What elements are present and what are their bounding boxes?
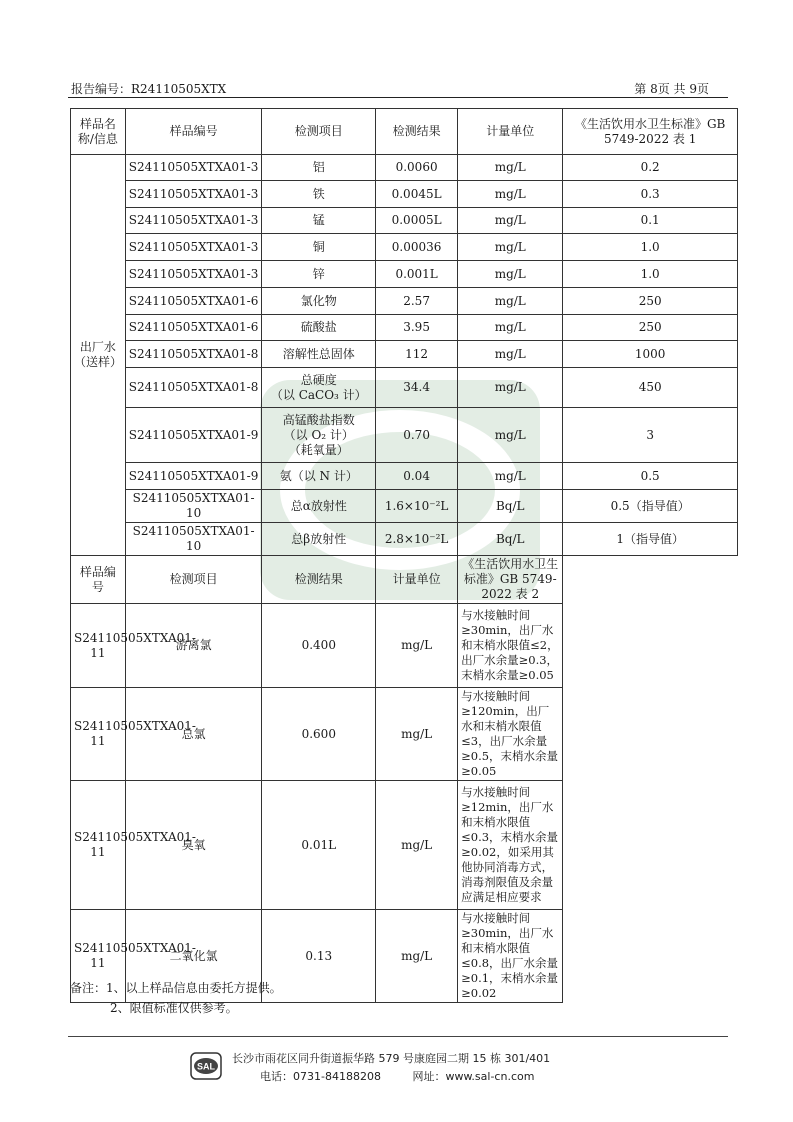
result-cell: 2.57 (376, 288, 458, 315)
table-row (71, 688, 738, 781)
header-standard: 《生活饮用水卫生标准》GB 5749-2022 表 1 (563, 109, 738, 155)
sample-id-cell: S24110505XTXA01-6 (125, 288, 262, 315)
header-divider (68, 97, 728, 98)
test-item-cell: 锰 (262, 208, 376, 234)
sample-id-cell: S24110505XTXA01-3 (125, 155, 262, 181)
result-cell: 0.01L (262, 781, 376, 910)
limit-cell: 250 (563, 315, 738, 341)
test-item-cell (262, 368, 376, 408)
test-item-line: （耗氧量） (288, 442, 349, 457)
test-item-cell: 铁 (262, 181, 376, 208)
result-cell: 0.400 (262, 604, 376, 688)
result-cell: 0.001L (376, 261, 458, 288)
footer-website: 网址：www.sal-cn.com (412, 1070, 535, 1083)
sal-logo-icon (190, 1052, 222, 1080)
sample-id-cell: S24110505XTXA01-9 (125, 408, 262, 463)
result-cell: 0.70 (376, 408, 458, 463)
result-cell: 0.0060 (376, 155, 458, 181)
limit-cell: 与水接触时间≥120min，出厂水和末梢水限值≤3，出厂水余量≥0.5，末梢水余量≥0.05 (458, 688, 563, 781)
unit-cell: mg/L (458, 181, 563, 208)
test-item-cell: 溶解性总固体 (262, 341, 376, 368)
unit-cell: mg/L (458, 341, 563, 368)
table-row (71, 261, 738, 288)
unit-cell: Bq/L (458, 490, 563, 523)
test-item-cell: 氯化物 (262, 288, 376, 315)
unit-cell: mg/L (458, 208, 563, 234)
test-item-cell: 硫酸盐 (262, 315, 376, 341)
test-item-line: 总硬度 (300, 372, 337, 387)
table-row (71, 341, 738, 368)
test-item-cell: 总氯 (125, 688, 262, 781)
test-item-cell: 总α放射性 (262, 490, 376, 523)
result-cell: 2.8×10⁻²L (376, 523, 458, 556)
table-row (71, 463, 738, 490)
unit-cell: mg/L (458, 368, 563, 408)
test-item-cell: 锌 (262, 261, 376, 288)
test-item-cell: 铜 (262, 234, 376, 261)
limit-cell: 与水接触时间≥30min，出厂水和末梢水限值≤2，出厂水余量≥0.3，末梢水余量≥0.05 (458, 604, 563, 688)
sample-id-cell: S24110505XTXA01-6 (125, 315, 262, 341)
limit-cell: 0.2 (563, 155, 738, 181)
result-cell: 0.00036 (376, 234, 458, 261)
limit-cell: 250 (563, 288, 738, 315)
test-item-line: （以 CaCO₃ 计） (270, 387, 367, 402)
notes-label: 备注： (70, 981, 107, 995)
result-cell: 112 (376, 341, 458, 368)
header-unit: 计量单位 (458, 109, 563, 155)
unit-cell: mg/L (458, 463, 563, 490)
limit-cell: 0.3 (563, 181, 738, 208)
subheader-unit: 计量单位 (376, 556, 458, 604)
sample-id-cell: S24110505XTXA01-9 (125, 463, 262, 490)
header-sample-id: 样品编号 (125, 109, 262, 155)
sample-id-cell: S24110505XTXA01-8 (125, 368, 262, 408)
footer-divider (68, 1036, 728, 1037)
unit-cell: mg/L (458, 408, 563, 463)
table-row (71, 408, 738, 463)
sample-id-cell: S24110505XTXA01-8 (125, 341, 262, 368)
test-item-cell (262, 408, 376, 463)
footer-address: 长沙市雨花区同升街道振华路 579 号康庭园二期 15 栋 301/401 (232, 1052, 551, 1065)
sample-id-cell: S24110505XTXA01-3 (125, 261, 262, 288)
result-cell: 34.4 (376, 368, 458, 408)
header-result: 检测结果 (376, 109, 458, 155)
unit-cell: mg/L (458, 234, 563, 261)
subheader-standard: 《生活饮用水卫生标准》GB 5749-2022 表 2 (458, 556, 563, 604)
table-row (71, 181, 738, 208)
table-header-row (71, 109, 738, 155)
table-row (71, 781, 738, 910)
limit-cell: 0.1 (563, 208, 738, 234)
unit-cell: mg/L (458, 261, 563, 288)
table-row (71, 155, 738, 181)
footer-phone: 电话：0731-84188208 (260, 1070, 381, 1083)
test-item-cell: 游离氯 (125, 604, 262, 688)
sample-id-cell: S24110505XTXA01-11 (71, 688, 126, 781)
result-cell: 1.6×10⁻²L (376, 490, 458, 523)
table-row (71, 288, 738, 315)
result-cell: 0.0045L (376, 181, 458, 208)
limit-cell: 1000 (563, 341, 738, 368)
results-table (70, 108, 738, 1003)
test-item-cell: 总β放射性 (262, 523, 376, 556)
test-item-line: 高锰酸盐指数 (282, 412, 355, 427)
unit-cell: mg/L (376, 781, 458, 910)
result-cell: 0.0005L (376, 208, 458, 234)
table-row (71, 208, 738, 234)
table-row (71, 490, 738, 523)
table-row (71, 523, 738, 556)
limit-cell: 与水接触时间≥30min，出厂水和末梢水限值≤0.8，出厂水余量≥0.1，末梢水余量≥0.02 (458, 910, 563, 1003)
result-cell: 0.13 (262, 910, 376, 1003)
table-subheader-row (71, 556, 738, 604)
sample-id-cell: S24110505XTXA01-3 (125, 234, 262, 261)
subheader-result: 检测结果 (262, 556, 376, 604)
unit-cell: mg/L (458, 155, 563, 181)
note-1: 1、以上样品信息由委托方提供。 (106, 981, 282, 995)
test-item-line: （以 O₂ 计） (283, 427, 354, 442)
sample-id-cell: S24110505XTXA01-3 (125, 181, 262, 208)
unit-cell: Bq/L (458, 523, 563, 556)
result-cell: 0.04 (376, 463, 458, 490)
limit-cell: 1.0 (563, 234, 738, 261)
table-row (71, 315, 738, 341)
svg-text:SAL: SAL (197, 1061, 215, 1072)
unit-cell: mg/L (376, 604, 458, 688)
unit-cell: mg/L (458, 288, 563, 315)
sample-id-cell: S24110505XTXA01-11 (71, 781, 126, 910)
sample-id-cell: S24110505XTXA01-11 (71, 604, 126, 688)
table-row (71, 604, 738, 688)
header-test-item: 检测项目 (262, 109, 376, 155)
table-row (71, 234, 738, 261)
test-item-cell: 铝 (262, 155, 376, 181)
sample-id-cell: S24110505XTXA01-3 (125, 208, 262, 234)
notes (70, 978, 282, 1018)
result-cell: 3.95 (376, 315, 458, 341)
subheader-test-item: 检测项目 (125, 556, 262, 604)
note-2: 2、限值标准仅供参考。 (110, 1001, 238, 1015)
limit-cell: 0.5（指导值） (563, 490, 738, 523)
sample-id-cell: S24110505XTXA01-11 (71, 910, 126, 1003)
test-item-cell: 臭氧 (125, 781, 262, 910)
sample-id-cell: S24110505XTXA01-10 (125, 490, 262, 523)
unit-cell: mg/L (376, 910, 458, 1003)
test-item-cell: 氨（以 N 计） (262, 463, 376, 490)
limit-cell: 与水接触时间≥12min，出厂水和末梢水限值≤0.3，末梢水余量≥0.02，如采用其他协同消毒方式，消毒剂限值及余量应满足相应要求 (458, 781, 563, 910)
limit-cell: 1（指导值） (563, 523, 738, 556)
page-info: 第 8页 共 9页 (634, 82, 709, 96)
result-cell: 0.600 (262, 688, 376, 781)
limit-cell: 450 (563, 368, 738, 408)
header-sample-name: 样品名称/信息 (71, 109, 126, 155)
test-item-cell: 二氧化氯 (125, 910, 262, 1003)
sample-name-cell: 出厂水（送样） (71, 155, 126, 556)
limit-cell: 1.0 (563, 261, 738, 288)
report-number: 报告编号：R24110505XTX (71, 82, 227, 96)
unit-cell: mg/L (376, 688, 458, 781)
table-row (71, 368, 738, 408)
sample-id-cell: S24110505XTXA01-10 (125, 523, 262, 556)
limit-cell: 0.5 (563, 463, 738, 490)
limit-cell: 3 (563, 408, 738, 463)
subheader-sample-id: 样品编号 (71, 556, 126, 604)
unit-cell: mg/L (458, 315, 563, 341)
